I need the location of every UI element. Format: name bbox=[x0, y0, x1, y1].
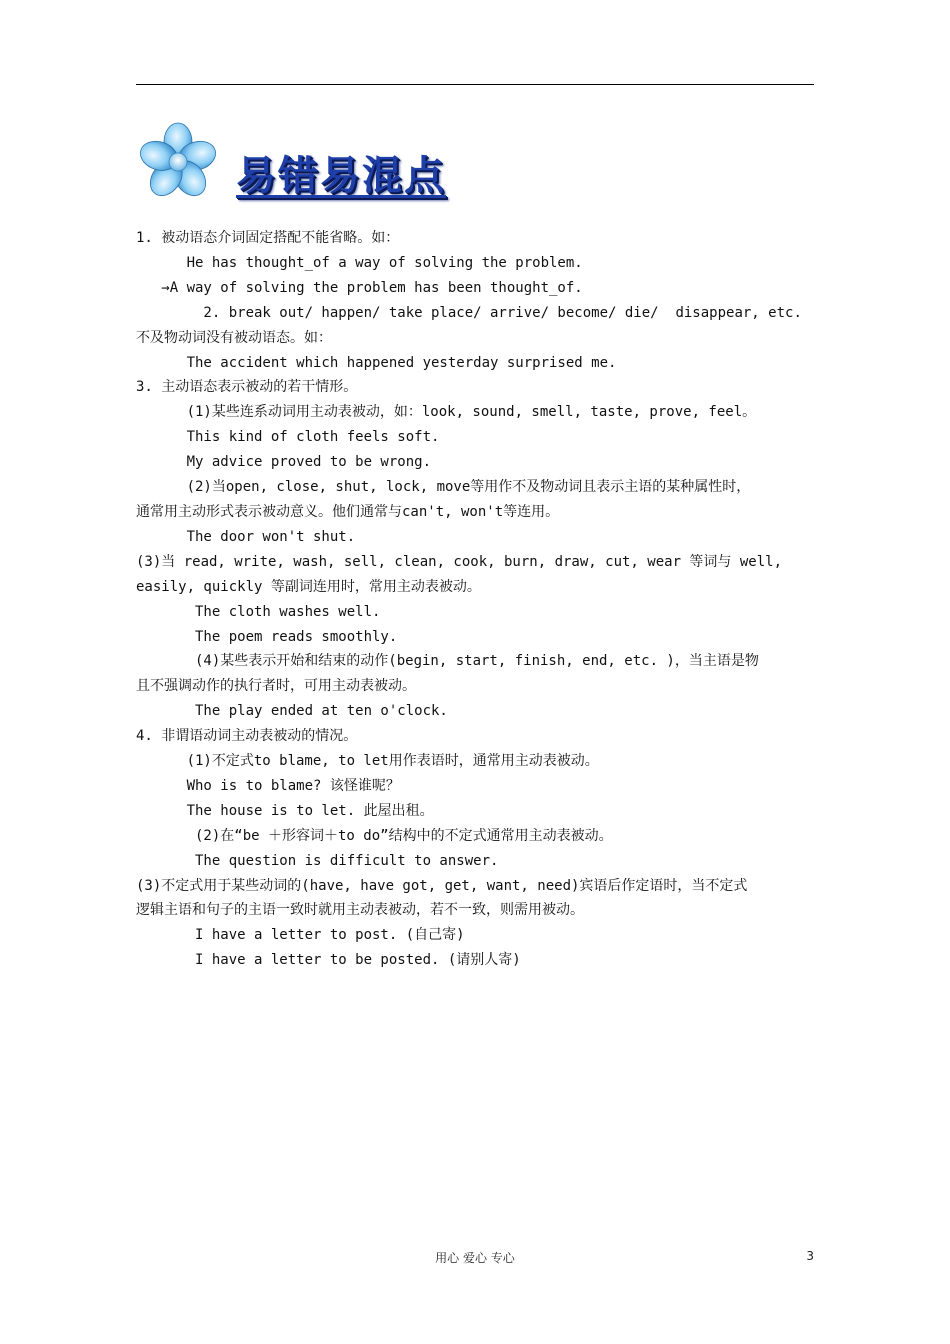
text-line: 1. 被动语态介词固定搭配不能省略。如： bbox=[136, 230, 400, 246]
text-line: (3)不定式用于某些动词的(have, have got, get, want, need)宾语后作定语时，当不定式 bbox=[136, 877, 748, 894]
text-line: 4. 非谓语动词主动表被动的情况。 bbox=[136, 728, 358, 745]
text-line: 逻辑主语和句子的主语一致时就用主动表被动，若不一致，则需用被动。 bbox=[136, 902, 584, 919]
text-line: This kind of cloth feels soft. bbox=[136, 429, 440, 446]
text-line: He has thought_of a way of solving the problem. bbox=[136, 254, 583, 271]
text-line: The play ended at ten o'clock. bbox=[136, 703, 448, 720]
text-line: 2. break out/ happen/ take place/ arrive/ become/ die/ disappear, etc. bbox=[136, 304, 802, 321]
text-line: The accident which happened yesterday surprised me. bbox=[136, 354, 617, 371]
text-line: The cloth washes well. bbox=[136, 603, 381, 620]
text-line: easily, quickly 等副词连用时，常用主动表被动。 bbox=[136, 578, 481, 595]
footer-motto: 用心 爱心 专心 bbox=[435, 1251, 515, 1265]
text-line: →A way of solving the problem has been thought_of. bbox=[136, 279, 583, 296]
text-line: I have a letter to be posted. (请别人寄) bbox=[136, 952, 521, 969]
text-line: The house is to let. 此屋出租。 bbox=[136, 802, 434, 819]
text-line: (2)当open, close, shut, lock, move等用作不及物动词且表示主语的某种属性时， bbox=[136, 479, 751, 496]
document-body bbox=[136, 226, 816, 973]
text-line: The poem reads smoothly. bbox=[136, 628, 398, 645]
header-rule bbox=[136, 84, 814, 85]
text-line: 3. 主动语态表示被动的若干情形。 bbox=[136, 379, 358, 396]
text-line: 通常用主动形式表示被动意义。他们通常与can't, won't等连用。 bbox=[136, 503, 560, 520]
text-line: My advice proved to be wrong. bbox=[136, 454, 432, 471]
flower-icon bbox=[136, 122, 220, 202]
text-line: The question is difficult to answer. bbox=[136, 852, 499, 869]
text-line: 且不强调动作的执行者时，可用主动表被动。 bbox=[136, 678, 416, 695]
text-line: I have a letter to post. (自己寄) bbox=[136, 927, 465, 944]
text-line: The door won't shut. bbox=[136, 528, 356, 545]
text-line: Who is to blame? 该怪谁呢？ bbox=[136, 777, 400, 794]
text-line: (2)在“be ＋形容词＋to do”结构中的不定式通常用主动表被动。 bbox=[136, 827, 613, 844]
text-line: (3)当 read, write, wash, sell, clean, cook, burn, draw, cut, wear 等词与 well, bbox=[136, 553, 783, 570]
text-line: (1)某些连系动词用主动表被动，如：look, sound, smell, taste, prove, feel。 bbox=[136, 404, 757, 421]
page-number: 3 bbox=[806, 1249, 814, 1263]
text-line: 不及物动词没有被动语态。如： bbox=[136, 329, 332, 346]
page-title: 易错易混点 bbox=[236, 152, 446, 199]
text-line: (4)某些表示开始和结束的动作(begin, start, finish, end, etc. )，当主语是物 bbox=[136, 653, 759, 670]
text-line: (1)不定式to blame, to let用作表语时，通常用主动表被动。 bbox=[136, 753, 599, 770]
